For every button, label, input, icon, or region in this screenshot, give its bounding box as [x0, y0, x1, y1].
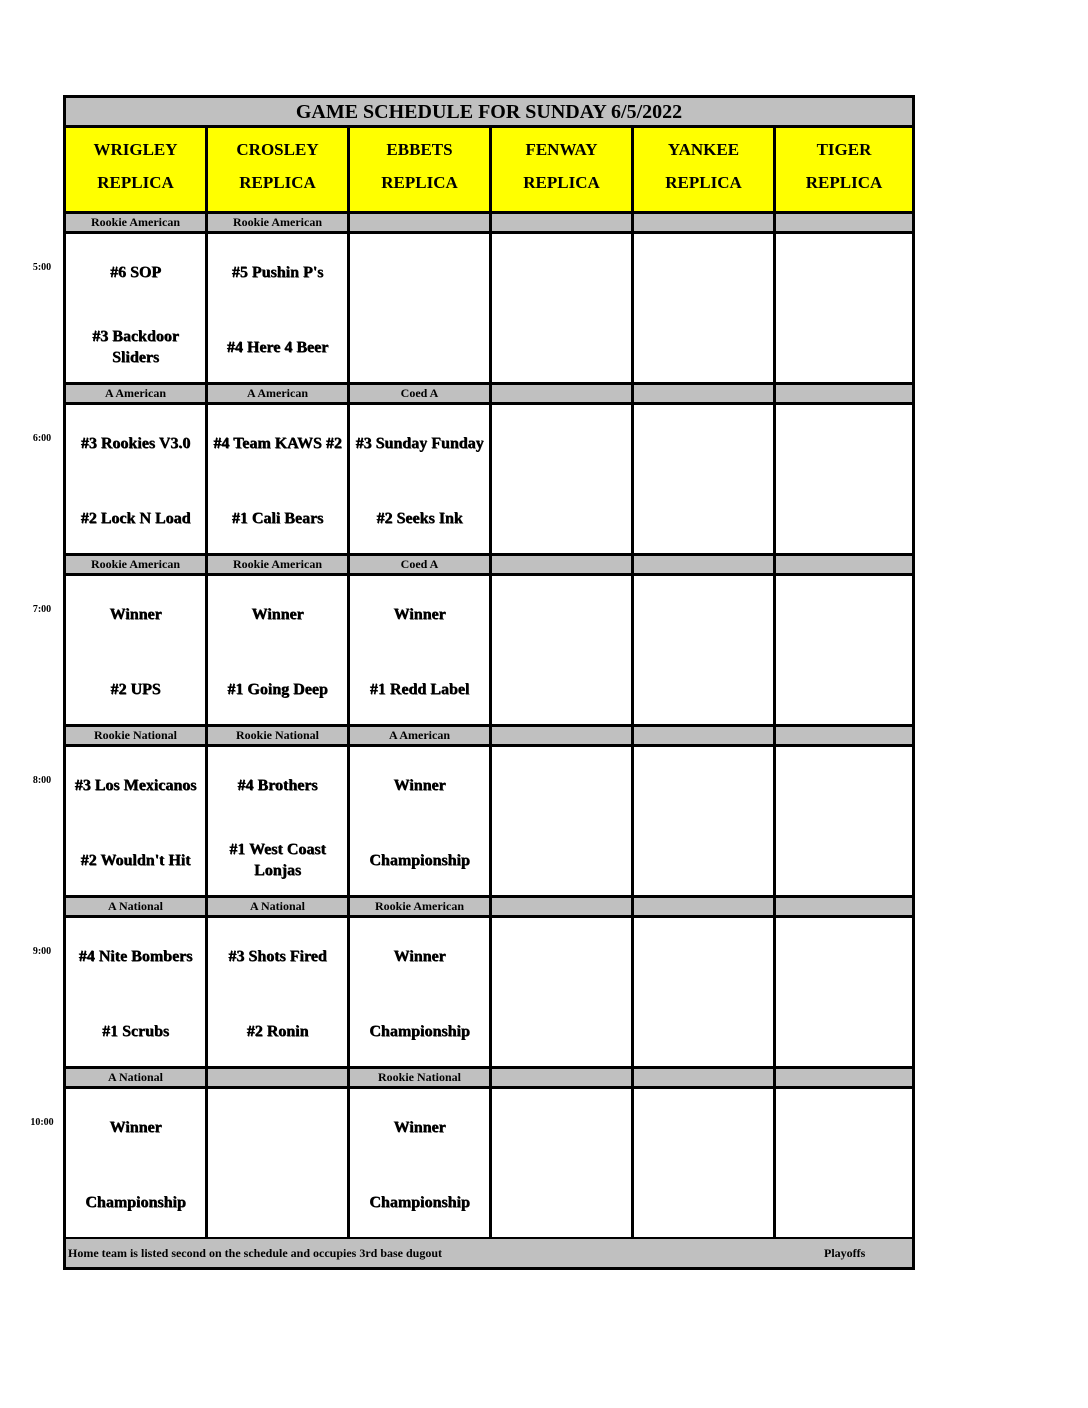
- away-team: [636, 932, 771, 980]
- away-team: [778, 932, 910, 980]
- away-team: #3 Sunday Funday: [355, 434, 484, 452]
- game-cell: [492, 1089, 631, 1240]
- game-cell: [492, 234, 631, 385]
- game-cell: [350, 234, 489, 385]
- game-cell: [492, 405, 631, 556]
- game-cell: [350, 1089, 489, 1240]
- field-header: [208, 128, 347, 214]
- game-cell: [492, 918, 631, 1069]
- away-team: #4 Nite Bombers: [78, 947, 193, 965]
- division-label: A National: [208, 898, 347, 918]
- away-team: Winner: [393, 605, 446, 623]
- division-label: [776, 1069, 912, 1089]
- game-cell: [350, 747, 489, 898]
- column-divider: [205, 128, 208, 1239]
- division-label: A American: [66, 385, 205, 405]
- home-team: Championship: [369, 1022, 470, 1040]
- field-name: CROSLEY: [236, 140, 319, 159]
- home-team: [352, 323, 487, 371]
- division-label: [350, 214, 489, 234]
- column-divider: [347, 128, 350, 1239]
- home-team: [636, 1007, 771, 1055]
- home-team: [778, 494, 910, 542]
- field-header: [66, 128, 205, 214]
- field-header: [350, 128, 489, 214]
- time-label: 6:00: [32, 433, 52, 444]
- game-cell: [634, 918, 773, 1069]
- away-team: [778, 419, 910, 467]
- time-label: 5:00: [32, 262, 52, 273]
- home-team: [778, 836, 910, 884]
- division-label: Rookie National: [350, 1069, 489, 1089]
- home-team: [778, 323, 910, 371]
- game-cell: [66, 234, 205, 385]
- home-team-note: Home team is listed second on the schedule and occupies 3rd base dugout: [68, 1246, 443, 1260]
- division-label: [492, 214, 631, 234]
- column-divider: [489, 128, 492, 1239]
- division-label: [634, 727, 773, 747]
- home-team: #2 Lock N Load: [80, 509, 191, 527]
- division-label: Rookie American: [350, 898, 489, 918]
- division-label: [634, 556, 773, 576]
- game-cell: [66, 576, 205, 727]
- game-cell: [776, 918, 912, 1069]
- home-team: Championship: [369, 1193, 470, 1211]
- division-label: [776, 727, 912, 747]
- schedule-table: [63, 95, 915, 1270]
- division-label: Rookie National: [208, 727, 347, 747]
- away-team: Winner: [109, 1118, 162, 1136]
- home-team: [494, 836, 629, 884]
- home-team: #1 Going Deep: [227, 680, 328, 698]
- field-name: TIGER: [816, 140, 872, 159]
- away-team: [494, 761, 629, 809]
- home-team: #2 Seeks Ink: [376, 509, 463, 527]
- division-label: A National: [66, 1069, 205, 1089]
- division-label: [492, 556, 631, 576]
- away-team: [778, 248, 910, 296]
- home-team: [494, 1007, 629, 1055]
- home-team: #4 Here 4 Beer: [226, 338, 329, 356]
- away-team: #3 Shots Fired: [228, 947, 327, 965]
- away-team: Winner: [251, 605, 304, 623]
- game-cell: [208, 405, 347, 556]
- game-cell: [634, 576, 773, 727]
- column-divider: [773, 128, 776, 1239]
- field-header: [634, 128, 773, 214]
- division-label: [634, 214, 773, 234]
- schedule-footer: [66, 1239, 912, 1267]
- away-team: [494, 1103, 629, 1151]
- game-cell: [66, 747, 205, 898]
- game-cell: [634, 747, 773, 898]
- game-cell: [634, 1089, 773, 1240]
- game-cell: [208, 918, 347, 1069]
- division-label: [634, 898, 773, 918]
- field-name: YANKEE: [667, 140, 740, 159]
- division-label: A American: [208, 385, 347, 405]
- home-team: #1 West Coast Lonjas: [229, 841, 326, 879]
- game-cell: [492, 747, 631, 898]
- time-label: 8:00: [32, 775, 52, 786]
- time-label: 10:00: [30, 1117, 54, 1128]
- home-team: [636, 665, 771, 713]
- game-cell: [66, 918, 205, 1069]
- home-team: [778, 665, 910, 713]
- game-cell: [66, 1089, 205, 1240]
- division-label: Rookie American: [66, 214, 205, 234]
- home-team: [636, 836, 771, 884]
- away-team: [636, 419, 771, 467]
- division-label: Rookie National: [66, 727, 205, 747]
- game-cell: [492, 576, 631, 727]
- game-cell: [208, 1089, 347, 1240]
- division-label: [776, 556, 912, 576]
- division-label: [492, 727, 631, 747]
- home-team: [210, 1178, 345, 1226]
- field-name: WRIGLEY: [93, 140, 178, 159]
- game-cell: [634, 405, 773, 556]
- game-cell: [66, 405, 205, 556]
- division-label: Rookie American: [66, 556, 205, 576]
- away-team: [778, 590, 910, 638]
- away-team: [352, 248, 487, 296]
- away-team: Winner: [109, 605, 162, 623]
- home-team: [494, 494, 629, 542]
- game-cell: [776, 747, 912, 898]
- home-team: Championship: [369, 851, 470, 869]
- home-team: [778, 1178, 910, 1226]
- division-label: [492, 898, 631, 918]
- division-label: [492, 1069, 631, 1089]
- home-team: [494, 665, 629, 713]
- game-cell: [776, 234, 912, 385]
- away-team: Winner: [393, 776, 446, 794]
- home-team: [778, 1007, 910, 1055]
- away-team: #3 Rookies V3.0: [80, 434, 191, 452]
- away-team: Winner: [393, 1118, 446, 1136]
- game-cell: [208, 576, 347, 727]
- home-team: #2 Wouldn't Hit: [80, 851, 191, 869]
- time-label: 9:00: [32, 946, 52, 957]
- away-team: [636, 590, 771, 638]
- away-team: [494, 932, 629, 980]
- game-cell: [208, 747, 347, 898]
- away-team: [494, 590, 629, 638]
- away-team: [494, 419, 629, 467]
- division-label: [634, 1069, 773, 1089]
- field-header: [492, 128, 631, 214]
- away-team: [636, 248, 771, 296]
- field-name: FENWAY: [525, 140, 598, 159]
- home-team: [636, 494, 771, 542]
- field-subtitle: REPLICA: [523, 173, 600, 192]
- field-header: [776, 128, 912, 214]
- division-label: A National: [66, 898, 205, 918]
- home-team: #3 Backdoor Sliders: [92, 328, 179, 366]
- away-team: [210, 1103, 345, 1151]
- home-team: Championship: [85, 1193, 186, 1211]
- home-team: #1 Cali Bears: [231, 509, 324, 527]
- game-cell: [208, 234, 347, 385]
- division-label: [776, 898, 912, 918]
- time-label: 7:00: [32, 604, 52, 615]
- away-team: [778, 761, 910, 809]
- away-team: #3 Los Mexicanos: [74, 776, 197, 794]
- game-cell: [350, 576, 489, 727]
- division-label: [776, 385, 912, 405]
- division-label: [634, 385, 773, 405]
- field-subtitle: REPLICA: [381, 173, 458, 192]
- playoffs-label: Playoffs: [824, 1246, 866, 1260]
- home-team: #2 Ronin: [246, 1022, 309, 1040]
- field-name: EBBETS: [386, 140, 453, 159]
- field-subtitle: REPLICA: [239, 173, 316, 192]
- away-team: Winner: [393, 947, 446, 965]
- away-team: [636, 1103, 771, 1151]
- away-team: [778, 1103, 910, 1151]
- home-team: [494, 323, 629, 371]
- division-label: A American: [350, 727, 489, 747]
- game-cell: [776, 1089, 912, 1240]
- game-cell: [776, 576, 912, 727]
- field-subtitle: REPLICA: [97, 173, 174, 192]
- column-divider: [631, 128, 634, 1239]
- away-team: #6 SOP: [109, 263, 162, 281]
- home-team: #2 UPS: [110, 680, 161, 698]
- home-team: #1 Scrubs: [101, 1022, 170, 1040]
- field-subtitle: REPLICA: [805, 173, 883, 192]
- division-label: [492, 385, 631, 405]
- home-team: [636, 1178, 771, 1226]
- division-label: Coed A: [350, 556, 489, 576]
- game-cell: [634, 234, 773, 385]
- away-team: #4 Team KAWS #2: [213, 434, 342, 452]
- away-team: #5 Pushin P's: [231, 263, 324, 281]
- home-team: [494, 1178, 629, 1226]
- away-team: [494, 248, 629, 296]
- division-label: Rookie American: [208, 556, 347, 576]
- game-cell: [776, 405, 912, 556]
- game-cell: [350, 405, 489, 556]
- field-subtitle: REPLICA: [665, 173, 742, 192]
- division-label: Rookie American: [208, 214, 347, 234]
- schedule-title: GAME SCHEDULE FOR SUNDAY 6/5/2022: [66, 98, 912, 128]
- home-team: #1 Redd Label: [369, 680, 470, 698]
- division-label: Coed A: [350, 385, 489, 405]
- division-label: [208, 1069, 347, 1089]
- division-label: [776, 214, 912, 234]
- home-team: [636, 323, 771, 371]
- away-team: [636, 761, 771, 809]
- game-cell: [350, 918, 489, 1069]
- away-team: #4 Brothers: [237, 776, 318, 794]
